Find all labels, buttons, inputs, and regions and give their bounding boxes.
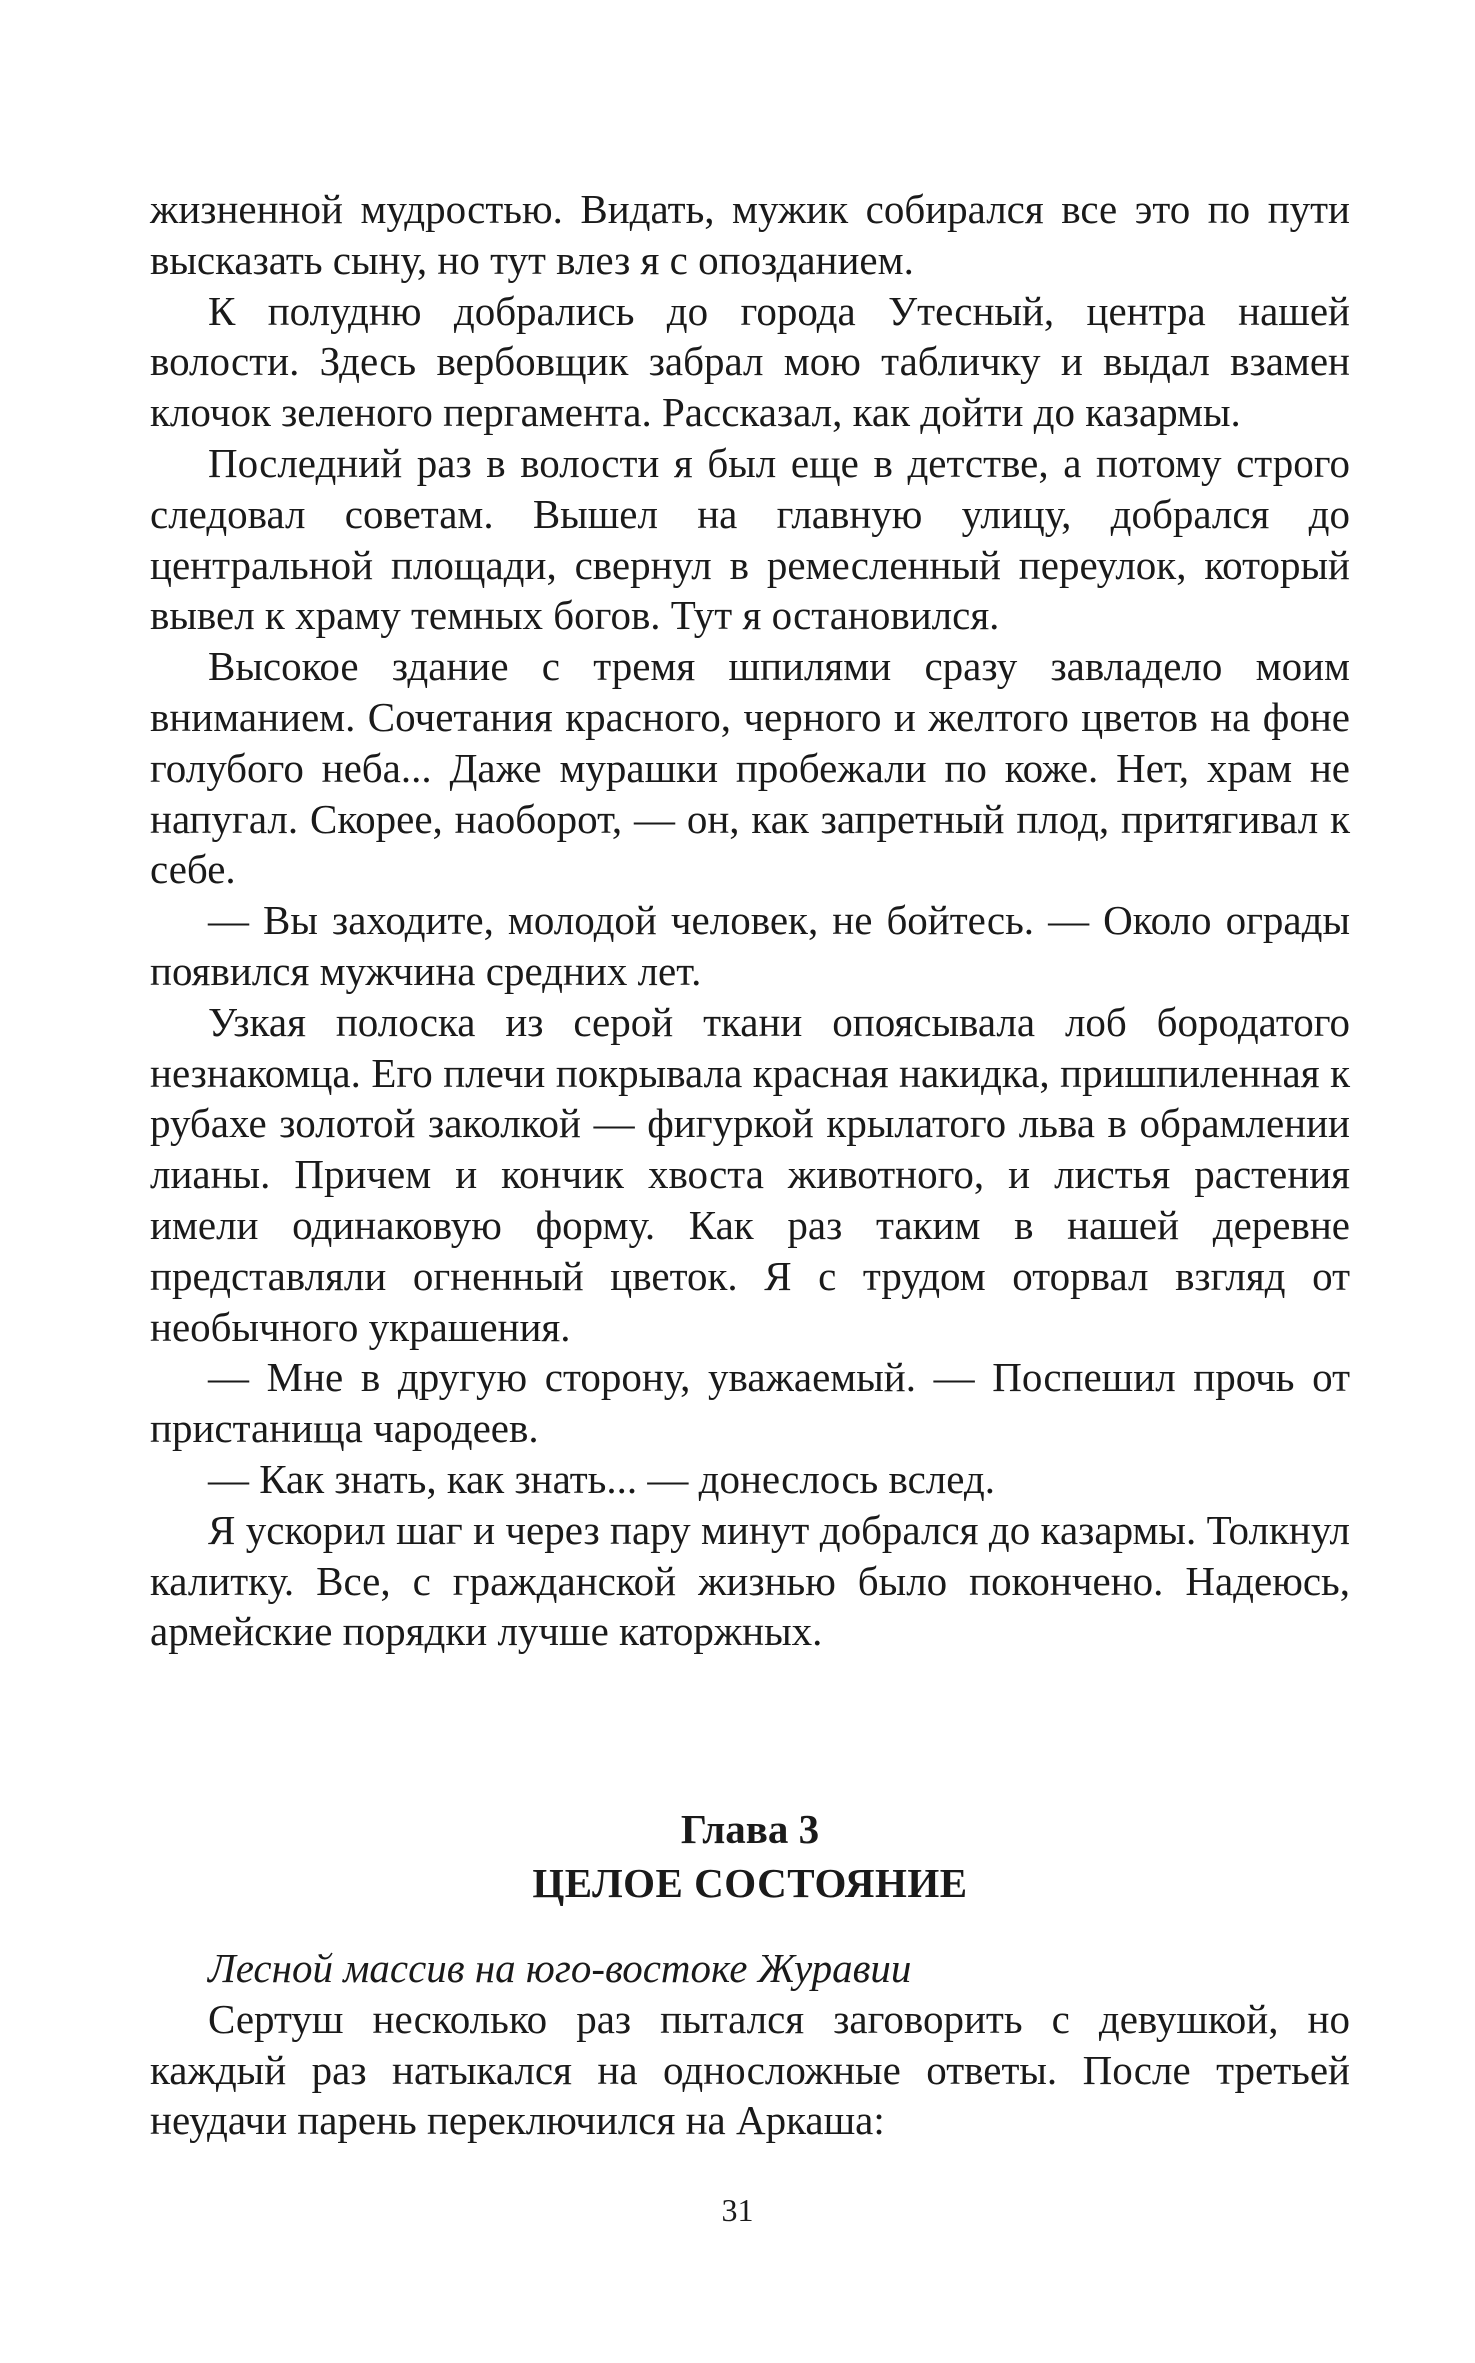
location-subheading: Лесной массив на юго-востоке Журавии [208,1945,912,1991]
paragraph: Я ускорил шаг и через пару минут добрался до казармы. Толкнул калитку. Все, с гражданской жизнью было покончено. Надеюсь, армейские порядки лучше каторжных. [150,1506,1350,1655]
chapter-number: Глава 3 [680,1806,820,1852]
paragraph: Последний раз в волости я был еще в детстве, а потому строго следовал советам. Вышел на главную улицу, добрался до центральной площади, свернул в ремесленный переулок, который вывел к храму темных богов. Тут я остановился. [150,439,1350,639]
dialogue-paragraph: — Как знать, как знать... — донеслось вслед. [208,1455,996,1502]
chapter-title: ЦЕЛОЕ СОСТОЯНИЕ [532,1860,968,1906]
chapter-body-text [150,1943,1350,2146]
dialogue-paragraph: — Мне в другую сторону, уважаемый. — Поспешил прочь от пристанища чародеев. [150,1354,1350,1452]
paragraph: К полудню добрались до города Утесный, центра нашей волости. Здесь вербовщик забрал мою табличку и выдал взамен клочок зеленого пергамента. Рассказал, как дойти до казармы. [150,287,1350,436]
paragraph: жизненной мудростью. Видать, мужик собирался все это по пути высказать сыну, но тут влез я с опозданием. [150,186,1350,283]
dialogue-paragraph: — Вы заходите, молодой человек, не бойтесь. — Около ограды появился мужчина средних лет. [150,897,1350,994]
page-number: 31 [721,2192,754,2228]
body-text [150,184,1350,1657]
paragraph: Высокое здание с тремя шпилями сразу завладело моим вниманием. Сочетания красного, черного и желтого цветов на фоне голубого неба... Даже мурашки пробежали по коже. Нет, храм не напугал. Скорее, наоборот, — он, как запретный плод, притягивал к себе. [150,643,1350,893]
paragraph: Узкая полоска из серой ткани опоясывала лоб бородатого незнакомца. Его плечи покрывала красная накидка, пришпиленная к рубахе золотой заколкой — фигуркой крылатого льва в обрамлении лианы. Причем и кончик хвоста животного, и листья растения имели одинаковую форму. Как раз таким в нашей деревне представляли огненный цветок. Я с трудом оторвал взгляд от необычного украшения. [150,998,1350,1350]
paragraph: Сертуш несколько раз пытался заговорить с девушкой, но каждый раз натыкался на односложные ответы. После третьей неудачи парень переключился на Аркаша: [150,1995,1350,2144]
